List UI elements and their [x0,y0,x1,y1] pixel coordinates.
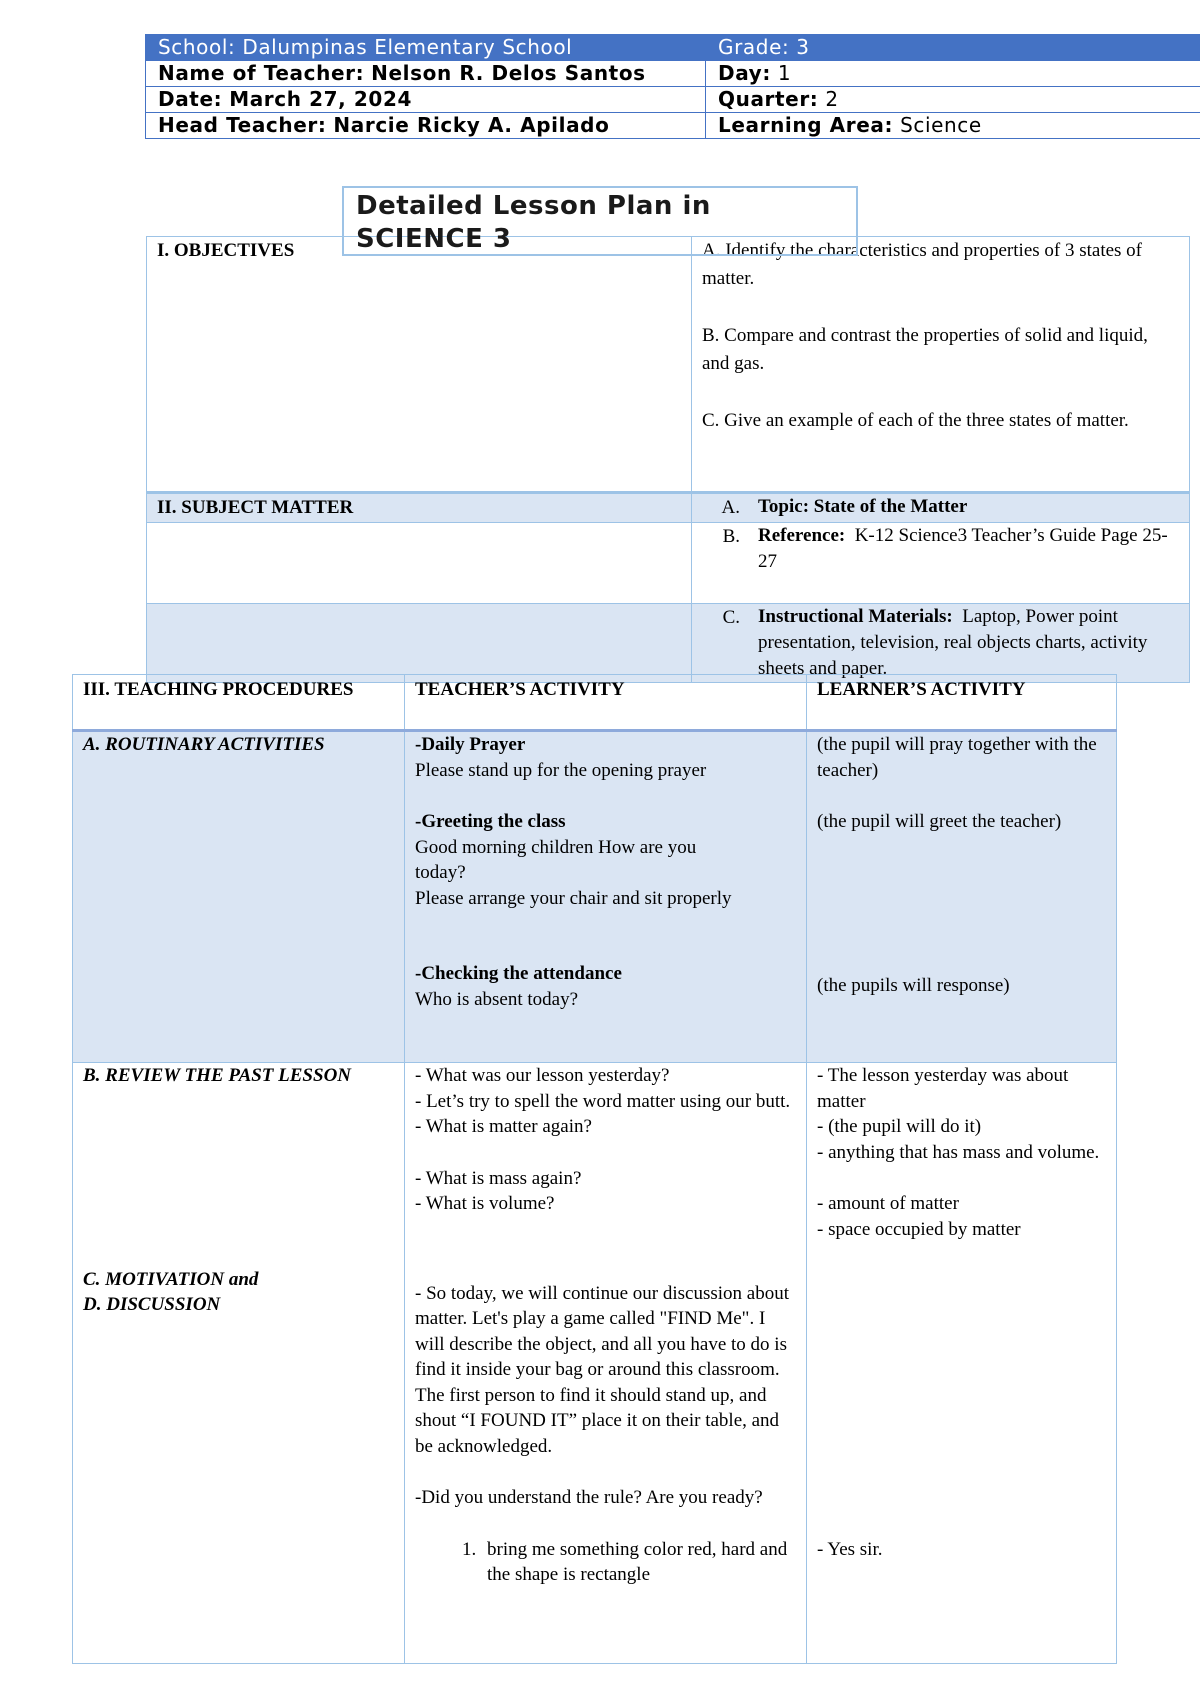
arrange-text: Please arrange your chair and sit properly [415,887,732,909]
day-cell [706,61,1200,87]
game-item-list [415,1537,796,1588]
date-value: March 27, 2024 [229,87,412,111]
spacer [415,1511,796,1537]
objectives-table [146,236,1190,683]
review-teacher-cell [405,1063,807,1664]
objective-a: A. Identify the characteristics and properties of 3 states of matter. [702,240,1143,289]
motivation-label: C. MOTIVATION and [83,1268,259,1290]
reference-cell [692,523,1190,604]
procedures-col-header: III. TEACHING PROCEDURES [73,675,405,731]
school-value: Dalumpinas Elementary School [242,35,573,59]
review-question-5: - What is volume? [415,1193,555,1214]
spacer [817,1165,1106,1191]
quarter-label: Quarter: [718,87,819,111]
attendance-text: Who is absent today? [415,988,579,1010]
subject-heading-row [147,493,1190,523]
objectives-content-cell [692,237,1190,493]
review-label-cell [73,1063,405,1664]
materials-letter: C. [722,607,740,628]
motivation-answer: - Yes sir. [817,1539,883,1560]
teacher-cell [146,61,706,87]
spacer [415,1217,796,1281]
reference-content [758,523,1179,575]
prayer-title: -Daily Prayer [415,734,526,755]
info-row-teacher [146,61,1200,87]
topic-cell [692,493,1190,523]
school-label: School: [158,35,236,59]
teacher-label: Name of Teacher: [158,61,365,85]
reference-row [147,523,1190,604]
school-cell [146,35,706,61]
materials-cell [692,604,1190,683]
page-title: Detailed Lesson Plan in SCIENCE 3 [356,191,711,254]
spacer [415,783,796,809]
reference-item [702,523,1179,575]
review-answer-3: - anything that has mass and volume. [817,1141,1100,1163]
procedures-table [72,674,1117,1664]
objective-c: C. Give an example of each of the three states of matter. [702,410,1129,431]
info-row-date [146,87,1200,113]
head-cell [146,113,706,139]
topic-item [702,494,1179,522]
learner-col-header: LEARNER’S ACTIVITY [807,675,1117,731]
materials-label: Instructional Materials: [758,606,953,627]
grade-label: Grade: [718,35,790,59]
routinary-row [73,731,1117,1063]
lesson-info-table [145,34,1200,139]
discussion-label: D. DISCUSSION [83,1294,221,1315]
subject-heading-cell [147,493,692,523]
review-question-4: - What is mass again? [415,1167,582,1189]
review-answer-2: - (the pupil will do it) [817,1116,982,1137]
review-question-3: - What is matter again? [415,1116,592,1137]
objectives-heading-cell [147,237,692,493]
quarter-cell [706,87,1200,113]
review-question-1: - What was our lesson yesterday? [415,1065,670,1086]
review-motivation-row [73,1063,1117,1664]
subject-heading: II. SUBJECT MATTER [157,497,354,518]
spacer [415,911,796,961]
materials-value: Laptop, Power point presentation, television, real objects charts, activity sheets and paper. [758,606,1148,679]
reference-letter: B. [722,526,740,547]
prayer-text: Please stand up for the opening prayer [415,759,707,781]
reference-value: K-12 Science3 Teacher’s Guide Page 25-27 [758,525,1168,572]
teacher-value: Nelson R. Delos Santos [371,61,646,85]
teacher-col-header: TEACHER’S ACTIVITY [405,675,807,731]
grade-cell [706,35,1200,61]
head-label: Head Teacher: [158,113,327,137]
info-row-head [146,113,1200,139]
routinary-label-cell [73,731,405,1063]
motivation-text: - So today, we will continue our discussion about matter. Let's play a game called "FIND Me". I will describe the object, and all you have to do is find it inside your bag or around this classroom. The first person to find it should stand up, and shout “I FOUND IT” place it on their table, and be acknowledged. [415,1282,789,1457]
game-item-1: 1. bring me something color red, hard and the shape is rectangle [481,1537,796,1588]
area-label: Learning Area: [718,113,894,137]
title-box [342,186,858,256]
attendance-title: -Checking the attendance [415,963,622,984]
objective-b: B. Compare and contrast the properties of solid and liquid, and gas. [702,325,1148,374]
spacer [817,835,1106,973]
routinary-teacher-cell [405,731,807,1063]
materials-blank-cell [147,604,692,683]
topic-letter: A. [721,497,740,518]
review-answer-4: - amount of matter [817,1193,959,1214]
review-question-2: - Let’s try to spell the word matter using our butt. [415,1090,791,1112]
day-label: Day: [718,61,771,85]
quarter-value: 2 [825,87,839,111]
review-answer-1: - The lesson yesterday was about matter [817,1065,1069,1112]
procedures-header-row [73,675,1117,731]
spacer [415,1459,796,1485]
routinary-learner-cell [807,731,1117,1063]
head-value: Narcie Ricky A. Apilado [333,113,610,137]
reference-blank-cell [147,523,692,604]
review-learner-cell [807,1063,1117,1664]
spacer [415,1140,796,1166]
day-value: 1 [777,61,792,85]
spacer [817,783,1106,809]
date-label: Date: [158,87,223,111]
routinary-label: A. ROUTINARY ACTIVITIES [83,734,325,755]
area-cell [706,113,1200,139]
learner-prayer: (the pupil will pray together with the teacher) [817,734,1097,781]
spacer [83,1089,394,1267]
materials-row [147,604,1190,683]
materials-item [702,604,1179,682]
grade-value: 3 [796,35,810,59]
review-label: B. REVIEW THE PAST LESSON [83,1065,352,1086]
motivation-question: -Did you understand the rule? Are you ready? [415,1487,763,1508]
spacer [817,1242,1106,1537]
area-value: Science [900,113,982,137]
learner-greet: (the pupil will greet the teacher) [817,811,1062,832]
materials-content [758,604,1179,682]
learner-attendance: (the pupils will response) [817,974,1010,996]
topic-text: Topic: State of the Matter [758,496,968,517]
info-row-school [146,35,1200,61]
objectives-row [147,237,1190,493]
date-cell [146,87,706,113]
reference-label: Reference: [758,525,846,546]
greeting-title: -Greeting the class [415,811,566,832]
greeting-text: Good morning children How are you today? [415,836,697,883]
review-answer-5: - space occupied by matter [817,1218,1021,1240]
objectives-heading: I. OBJECTIVES [157,240,295,261]
